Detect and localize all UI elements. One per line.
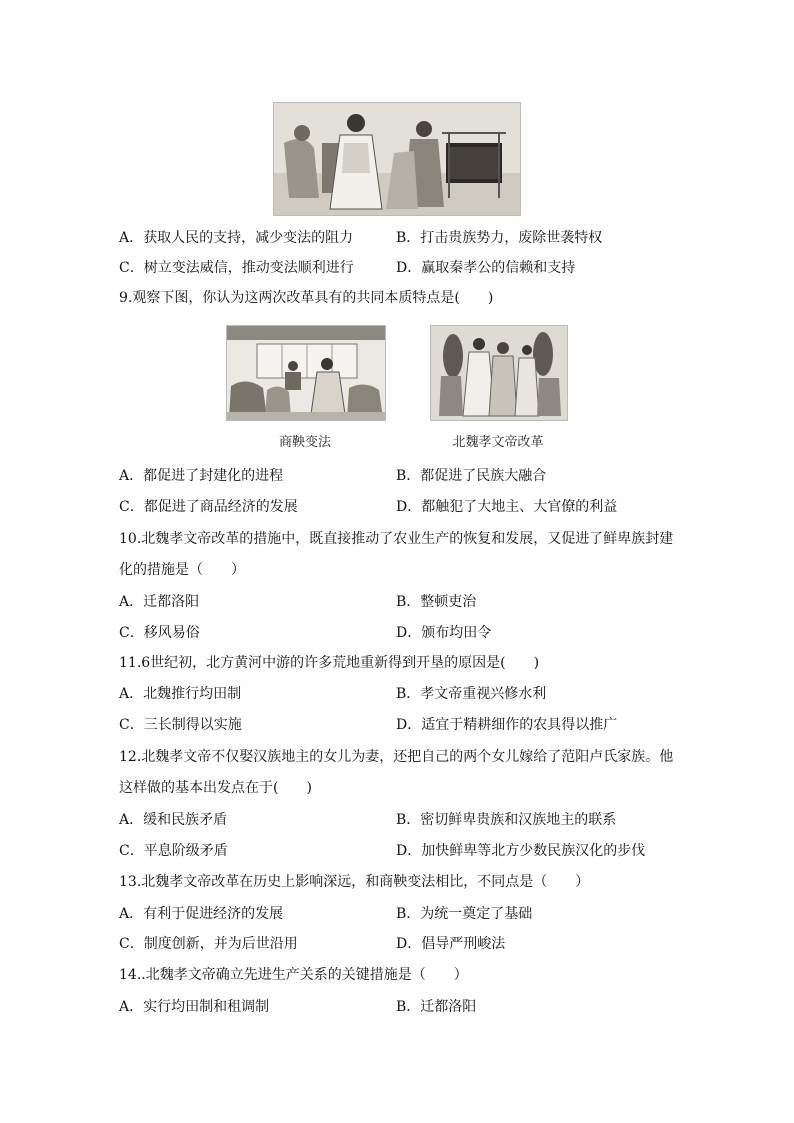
- q11-option-d: D．适宜于精耕细作的农具得以推广: [396, 717, 618, 733]
- q12-option-b: B．密切鲜卑贵族和汉族地主的联系: [396, 812, 617, 828]
- q12-option-d: D．加快鲜卑等北方少数民族汉化的步伐: [396, 843, 646, 859]
- q10-stem-line1: 10.北魏孝文帝改革的措施中，既直接推动了农业生产的恢复和发展，又促进了鲜卑族封建: [119, 531, 674, 547]
- q13-option-a: A．有利于促进经济的发展: [119, 906, 284, 922]
- figure-shang-yang-scene: [273, 102, 521, 216]
- q8-option-a: A．获取人民的支持，减少变法的阻力: [119, 230, 354, 246]
- q10-option-d: D．颁布均田令: [396, 625, 492, 641]
- q13-option-c: C．制度创新，并为后世沿用: [119, 936, 298, 952]
- illustration-court-assembly: [227, 326, 385, 420]
- q13-option-d: D．倡导严刑峻法: [396, 936, 506, 952]
- q9-option-d: D．都触犯了大地主、大官僚的利益: [396, 499, 618, 515]
- q12-stem-line1: 12.北魏孝文帝不仅娶汉族地主的女儿为妻，还把自己的两个女儿嫁给了范阳卢氏家族。他: [119, 749, 674, 765]
- q10-stem-line2: 化的措施是（ ）: [119, 562, 245, 578]
- q14-option-b: B．迁都洛阳: [396, 999, 477, 1015]
- q13-option-b: B．为统一奠定了基础: [396, 906, 533, 922]
- caption-xiaowen: 北魏孝文帝改革: [452, 435, 544, 450]
- q8-option-b: B．打击贵族势力，废除世袭特权: [396, 230, 603, 246]
- q9-option-c: C．都促进了商品经济的发展: [119, 499, 298, 515]
- q8-option-d: D．赢取秦孝公的信赖和支持: [396, 260, 576, 276]
- q11-option-b: B．孝文帝重视兴修水利: [396, 686, 547, 702]
- caption-shang-yang: 商鞅变法: [278, 435, 331, 450]
- q14-option-a: A．实行均田制和租调制: [119, 999, 270, 1015]
- q13-stem: 13.北魏孝文帝改革在历史上影响深远，和商鞅变法相比，不同点是（ ）: [119, 874, 590, 890]
- q9-option-b: B．都促进了民族大融合: [396, 468, 547, 484]
- q10-option-b: B．整顿吏治: [396, 594, 477, 610]
- q14-stem: 14..北魏孝文帝确立先进生产关系的关键措施是（ ）: [119, 967, 468, 983]
- q11-option-c: C．三长制得以实施: [119, 717, 242, 733]
- q12-option-c: C．平息阶级矛盾: [119, 843, 228, 859]
- q11-stem: 11.6世纪初，北方黄河中游的许多荒地重新得到开垦的原因是( ): [119, 655, 540, 671]
- q10-option-c: C．移风易俗: [119, 625, 200, 641]
- q8-option-c: C．树立变法威信，推动变法顺利进行: [119, 260, 354, 276]
- illustration-procession: [431, 326, 567, 420]
- figure-xiaowen-reform: [430, 325, 568, 421]
- q10-option-a: A．迁都洛阳: [119, 594, 200, 610]
- illustration-figures-at-gate: [274, 103, 520, 215]
- q9-stem: 9.观察下图，你认为这两次改革具有的共同本质特点是( ): [119, 290, 494, 306]
- figure-shang-yang-reform: [226, 325, 386, 421]
- q12-option-a: A．缓和民族矛盾: [119, 812, 228, 828]
- q12-stem-line2: 这样做的基本出发点在于( ): [119, 780, 312, 796]
- q9-option-a: A．都促进了封建化的进程: [119, 468, 284, 484]
- q11-option-a: A．北魏推行均田制: [119, 686, 242, 702]
